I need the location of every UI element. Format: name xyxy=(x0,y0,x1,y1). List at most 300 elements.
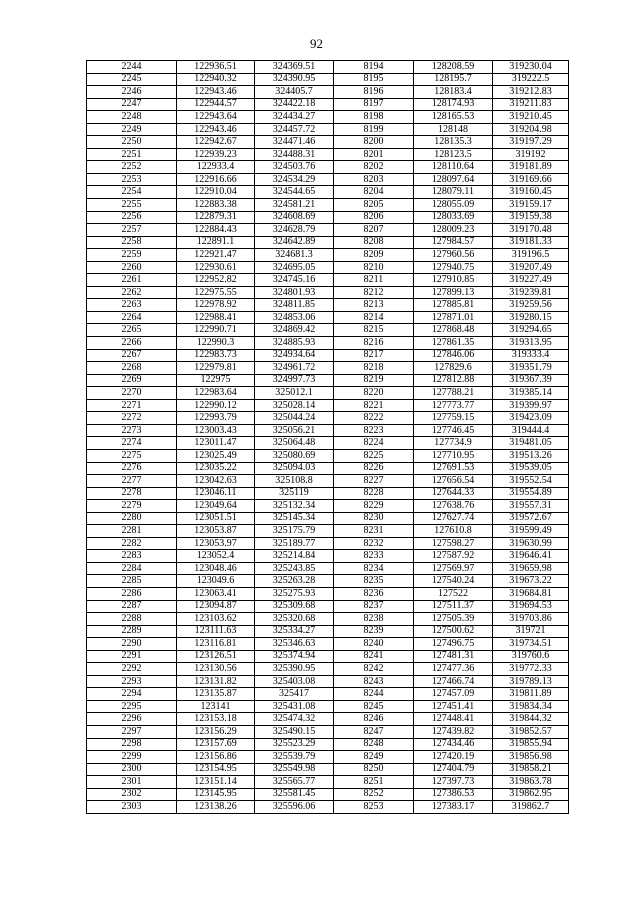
table-cell-y-coordinate-left: 325175.79 xyxy=(255,525,334,538)
table-cell-y-coordinate-right: 319294.65 xyxy=(493,324,569,337)
table-cell-y-coordinate-right: 319222.5 xyxy=(493,73,569,86)
table-cell-point-number-left: 2288 xyxy=(87,613,177,626)
table-cell-x-coordinate-right: 127466.74 xyxy=(414,675,493,688)
table-cell-y-coordinate-left: 325523.29 xyxy=(255,738,334,751)
table-cell-y-coordinate-right: 319207.49 xyxy=(493,261,569,274)
table-cell-point-number-right: 8239 xyxy=(334,625,414,638)
table-cell-y-coordinate-left: 325189.77 xyxy=(255,537,334,550)
table-cell-x-coordinate-left: 122979.81 xyxy=(177,362,255,375)
table-cell-y-coordinate-left: 325320.68 xyxy=(255,613,334,626)
table-cell-x-coordinate-right: 127734.9 xyxy=(414,437,493,450)
table-cell-x-coordinate-left: 122952.82 xyxy=(177,274,255,287)
table-cell-y-coordinate-right: 319811.89 xyxy=(493,688,569,701)
table-cell-y-coordinate-right: 319259.56 xyxy=(493,299,569,312)
table-cell-y-coordinate-left: 325309.68 xyxy=(255,600,334,613)
table-cell-y-coordinate-right: 319646.41 xyxy=(493,550,569,563)
table-cell-x-coordinate-left: 123042.63 xyxy=(177,475,255,488)
table-cell-y-coordinate-right: 319181.33 xyxy=(493,236,569,249)
table-cell-y-coordinate-left: 324997.73 xyxy=(255,374,334,387)
table-cell-point-number-left: 2295 xyxy=(87,700,177,713)
table-row xyxy=(87,286,569,299)
table-row xyxy=(87,324,569,337)
table-cell-y-coordinate-left: 324390.95 xyxy=(255,73,334,86)
table-row xyxy=(87,161,569,174)
table-cell-point-number-right: 8243 xyxy=(334,675,414,688)
table-row xyxy=(87,449,569,462)
table-cell-point-number-left: 2301 xyxy=(87,776,177,789)
table-cell-point-number-right: 8227 xyxy=(334,475,414,488)
table-cell-x-coordinate-left: 122990.12 xyxy=(177,399,255,412)
table-cell-x-coordinate-right: 127587.92 xyxy=(414,550,493,563)
table-cell-y-coordinate-left: 324369.51 xyxy=(255,61,334,74)
table-cell-x-coordinate-right: 127500.62 xyxy=(414,625,493,638)
table-cell-point-number-left: 2262 xyxy=(87,286,177,299)
table-cell-point-number-left: 2254 xyxy=(87,186,177,199)
table-cell-x-coordinate-right: 127569.97 xyxy=(414,562,493,575)
table-row xyxy=(87,700,569,713)
table-cell-point-number-left: 2276 xyxy=(87,462,177,475)
table-cell-y-coordinate-left: 324581.21 xyxy=(255,199,334,212)
table-cell-x-coordinate-left: 122883.38 xyxy=(177,199,255,212)
table-cell-y-coordinate-left: 325094.03 xyxy=(255,462,334,475)
table-cell-y-coordinate-left: 324801.93 xyxy=(255,286,334,299)
table-cell-x-coordinate-left: 122978.92 xyxy=(177,299,255,312)
table-cell-point-number-left: 2249 xyxy=(87,123,177,136)
table-cell-point-number-right: 8252 xyxy=(334,788,414,801)
table-cell-y-coordinate-right: 319280.15 xyxy=(493,311,569,324)
table-row xyxy=(87,199,569,212)
table-cell-y-coordinate-left: 325374.94 xyxy=(255,650,334,663)
table-row xyxy=(87,224,569,237)
table-row xyxy=(87,500,569,513)
table-row xyxy=(87,424,569,437)
table-cell-y-coordinate-right: 319367.39 xyxy=(493,374,569,387)
coordinates-table-body xyxy=(87,61,569,814)
table-cell-x-coordinate-left: 123046.11 xyxy=(177,487,255,500)
table-cell-y-coordinate-right: 319789.13 xyxy=(493,675,569,688)
table-cell-point-number-right: 8233 xyxy=(334,550,414,563)
table-cell-y-coordinate-left: 325012.1 xyxy=(255,387,334,400)
table-cell-point-number-left: 2283 xyxy=(87,550,177,563)
table-row xyxy=(87,211,569,224)
table-cell-point-number-left: 2248 xyxy=(87,111,177,124)
table-cell-y-coordinate-right: 319196.5 xyxy=(493,249,569,262)
table-cell-y-coordinate-right: 319192 xyxy=(493,148,569,161)
table-cell-point-number-left: 2246 xyxy=(87,86,177,99)
table-cell-x-coordinate-left: 123126.51 xyxy=(177,650,255,663)
table-cell-x-coordinate-right: 127477.36 xyxy=(414,663,493,676)
table-cell-point-number-right: 8249 xyxy=(334,751,414,764)
table-cell-point-number-left: 2299 xyxy=(87,751,177,764)
table-cell-x-coordinate-right: 127457.09 xyxy=(414,688,493,701)
table-row xyxy=(87,349,569,362)
table-cell-point-number-left: 2284 xyxy=(87,562,177,575)
table-cell-x-coordinate-right: 128148 xyxy=(414,123,493,136)
table-cell-x-coordinate-right: 127451.41 xyxy=(414,700,493,713)
table-row xyxy=(87,512,569,525)
table-cell-y-coordinate-left: 324422.18 xyxy=(255,98,334,111)
table-cell-point-number-right: 8235 xyxy=(334,575,414,588)
table-cell-point-number-right: 8238 xyxy=(334,613,414,626)
table-cell-point-number-left: 2267 xyxy=(87,349,177,362)
table-cell-x-coordinate-left: 122916.66 xyxy=(177,173,255,186)
table-cell-point-number-left: 2291 xyxy=(87,650,177,663)
table-cell-x-coordinate-left: 123094.87 xyxy=(177,600,255,613)
table-cell-y-coordinate-right: 319673.22 xyxy=(493,575,569,588)
table-cell-y-coordinate-left: 324628.79 xyxy=(255,224,334,237)
table-cell-point-number-right: 8236 xyxy=(334,587,414,600)
table-cell-point-number-left: 2271 xyxy=(87,399,177,412)
table-cell-point-number-right: 8222 xyxy=(334,412,414,425)
table-cell-point-number-right: 8244 xyxy=(334,688,414,701)
table-cell-x-coordinate-left: 122993.79 xyxy=(177,412,255,425)
table-cell-point-number-left: 2297 xyxy=(87,725,177,738)
table-cell-y-coordinate-right: 319721 xyxy=(493,625,569,638)
table-cell-x-coordinate-right: 128135.3 xyxy=(414,136,493,149)
table-cell-y-coordinate-right: 319856.98 xyxy=(493,751,569,764)
table-cell-y-coordinate-left: 325565.77 xyxy=(255,776,334,789)
table-cell-point-number-right: 8240 xyxy=(334,638,414,651)
table-row xyxy=(87,525,569,538)
table-cell-point-number-left: 2260 xyxy=(87,261,177,274)
table-cell-y-coordinate-left: 324471.46 xyxy=(255,136,334,149)
table-cell-point-number-left: 2264 xyxy=(87,311,177,324)
table-cell-y-coordinate-left: 324811.85 xyxy=(255,299,334,312)
table-cell-point-number-right: 8201 xyxy=(334,148,414,161)
table-cell-point-number-left: 2294 xyxy=(87,688,177,701)
table-cell-y-coordinate-right: 319552.54 xyxy=(493,475,569,488)
table-cell-point-number-right: 8198 xyxy=(334,111,414,124)
table-cell-point-number-right: 8225 xyxy=(334,449,414,462)
table-cell-x-coordinate-right: 127773.77 xyxy=(414,399,493,412)
table-cell-x-coordinate-left: 122943.64 xyxy=(177,111,255,124)
table-row xyxy=(87,399,569,412)
table-cell-x-coordinate-right: 127439.82 xyxy=(414,725,493,738)
table-cell-x-coordinate-left: 123141 xyxy=(177,700,255,713)
table-cell-point-number-right: 8251 xyxy=(334,776,414,789)
table-cell-point-number-left: 2302 xyxy=(87,788,177,801)
table-cell-point-number-left: 2296 xyxy=(87,713,177,726)
table-cell-x-coordinate-right: 127638.76 xyxy=(414,500,493,513)
table-row xyxy=(87,688,569,701)
table-cell-point-number-right: 8197 xyxy=(334,98,414,111)
table-row xyxy=(87,738,569,751)
table-cell-x-coordinate-right: 127940.75 xyxy=(414,261,493,274)
table-cell-y-coordinate-right: 319557.31 xyxy=(493,500,569,513)
table-cell-y-coordinate-right: 319694.53 xyxy=(493,600,569,613)
table-cell-x-coordinate-left: 123011.47 xyxy=(177,437,255,450)
table-cell-y-coordinate-left: 324434.27 xyxy=(255,111,334,124)
table-cell-x-coordinate-right: 127691.53 xyxy=(414,462,493,475)
table-cell-y-coordinate-left: 325596.06 xyxy=(255,801,334,814)
table-cell-point-number-right: 8241 xyxy=(334,650,414,663)
table-cell-point-number-left: 2303 xyxy=(87,801,177,814)
table-row xyxy=(87,600,569,613)
table-cell-x-coordinate-right: 127868.48 xyxy=(414,324,493,337)
table-row xyxy=(87,123,569,136)
table-cell-x-coordinate-left: 123052.4 xyxy=(177,550,255,563)
table-cell-y-coordinate-left: 324642.89 xyxy=(255,236,334,249)
table-cell-y-coordinate-left: 324405.7 xyxy=(255,86,334,99)
table-cell-y-coordinate-left: 325243.85 xyxy=(255,562,334,575)
table-cell-point-number-left: 2277 xyxy=(87,475,177,488)
table-cell-x-coordinate-right: 127420.19 xyxy=(414,751,493,764)
table-cell-point-number-left: 2292 xyxy=(87,663,177,676)
table-cell-x-coordinate-right: 127861.35 xyxy=(414,337,493,350)
table-cell-y-coordinate-left: 325431.08 xyxy=(255,700,334,713)
table-cell-x-coordinate-left: 122930.61 xyxy=(177,261,255,274)
table-cell-point-number-right: 8207 xyxy=(334,224,414,237)
table-cell-x-coordinate-left: 123051.51 xyxy=(177,512,255,525)
table-cell-point-number-left: 2253 xyxy=(87,173,177,186)
table-cell-point-number-right: 8205 xyxy=(334,199,414,212)
table-cell-y-coordinate-right: 319197.29 xyxy=(493,136,569,149)
table-cell-y-coordinate-right: 319170.48 xyxy=(493,224,569,237)
table-cell-point-number-right: 8204 xyxy=(334,186,414,199)
table-cell-x-coordinate-left: 123053.87 xyxy=(177,525,255,538)
table-row xyxy=(87,675,569,688)
table-cell-y-coordinate-right: 319181.89 xyxy=(493,161,569,174)
table-cell-y-coordinate-right: 319852.57 xyxy=(493,725,569,738)
table-cell-point-number-right: 8237 xyxy=(334,600,414,613)
table-cell-y-coordinate-right: 319210.45 xyxy=(493,111,569,124)
table-cell-y-coordinate-left: 324885.93 xyxy=(255,337,334,350)
table-cell-x-coordinate-right: 128195.7 xyxy=(414,73,493,86)
table-cell-x-coordinate-right: 128165.53 xyxy=(414,111,493,124)
table-cell-x-coordinate-right: 127610.8 xyxy=(414,525,493,538)
table-cell-x-coordinate-left: 122975.55 xyxy=(177,286,255,299)
table-cell-y-coordinate-right: 319734.51 xyxy=(493,638,569,651)
table-cell-x-coordinate-left: 122983.64 xyxy=(177,387,255,400)
table-cell-x-coordinate-left: 123156.29 xyxy=(177,725,255,738)
table-cell-point-number-left: 2261 xyxy=(87,274,177,287)
table-cell-x-coordinate-left: 123049.6 xyxy=(177,575,255,588)
table-cell-y-coordinate-left: 324745.16 xyxy=(255,274,334,287)
table-cell-x-coordinate-left: 123131.82 xyxy=(177,675,255,688)
table-cell-point-number-left: 2285 xyxy=(87,575,177,588)
table-cell-point-number-right: 8211 xyxy=(334,274,414,287)
table-cell-x-coordinate-right: 127656.54 xyxy=(414,475,493,488)
table-cell-point-number-left: 2281 xyxy=(87,525,177,538)
table-cell-x-coordinate-left: 123063.41 xyxy=(177,587,255,600)
table-cell-y-coordinate-right: 319554.89 xyxy=(493,487,569,500)
table-row xyxy=(87,776,569,789)
table-cell-point-number-right: 8214 xyxy=(334,311,414,324)
table-cell-x-coordinate-left: 123138.26 xyxy=(177,801,255,814)
table-cell-point-number-left: 2257 xyxy=(87,224,177,237)
table-cell-point-number-right: 8199 xyxy=(334,123,414,136)
table-cell-x-coordinate-left: 122990.71 xyxy=(177,324,255,337)
table-cell-point-number-right: 8230 xyxy=(334,512,414,525)
table-cell-x-coordinate-right: 128079.11 xyxy=(414,186,493,199)
table-cell-point-number-left: 2245 xyxy=(87,73,177,86)
table-cell-y-coordinate-right: 319385.14 xyxy=(493,387,569,400)
table-cell-x-coordinate-left: 122943.46 xyxy=(177,123,255,136)
table-cell-x-coordinate-left: 123049.64 xyxy=(177,500,255,513)
table-cell-y-coordinate-right: 319630.99 xyxy=(493,537,569,550)
table-cell-x-coordinate-right: 127644.33 xyxy=(414,487,493,500)
table-cell-y-coordinate-right: 319212.83 xyxy=(493,86,569,99)
table-cell-y-coordinate-right: 319160.45 xyxy=(493,186,569,199)
table-cell-point-number-right: 8245 xyxy=(334,700,414,713)
table-cell-x-coordinate-left: 123116.81 xyxy=(177,638,255,651)
table-cell-x-coordinate-right: 127540.24 xyxy=(414,575,493,588)
table-cell-point-number-right: 8216 xyxy=(334,337,414,350)
table-cell-x-coordinate-left: 122940.32 xyxy=(177,73,255,86)
table-cell-y-coordinate-left: 324853.06 xyxy=(255,311,334,324)
table-cell-x-coordinate-right: 128009.23 xyxy=(414,224,493,237)
table-cell-x-coordinate-right: 127984.57 xyxy=(414,236,493,249)
table-cell-x-coordinate-left: 123025.49 xyxy=(177,449,255,462)
table-cell-y-coordinate-left: 325275.93 xyxy=(255,587,334,600)
table-cell-x-coordinate-left: 122975 xyxy=(177,374,255,387)
table-cell-x-coordinate-left: 122891.1 xyxy=(177,236,255,249)
table-cell-point-number-right: 8196 xyxy=(334,86,414,99)
table-cell-point-number-right: 8194 xyxy=(334,61,414,74)
table-cell-y-coordinate-right: 319211.83 xyxy=(493,98,569,111)
table-cell-x-coordinate-right: 127481.31 xyxy=(414,650,493,663)
table-row xyxy=(87,663,569,676)
table-cell-y-coordinate-left: 325581.45 xyxy=(255,788,334,801)
table-row xyxy=(87,299,569,312)
table-cell-x-coordinate-right: 127522 xyxy=(414,587,493,600)
table-row xyxy=(87,550,569,563)
table-cell-y-coordinate-left: 325390.95 xyxy=(255,663,334,676)
table-cell-x-coordinate-right: 127812.88 xyxy=(414,374,493,387)
table-cell-point-number-right: 8202 xyxy=(334,161,414,174)
table-cell-point-number-left: 2269 xyxy=(87,374,177,387)
table-cell-y-coordinate-left: 325214.84 xyxy=(255,550,334,563)
table-cell-x-coordinate-left: 123153.18 xyxy=(177,713,255,726)
table-cell-x-coordinate-left: 123151.14 xyxy=(177,776,255,789)
table-cell-x-coordinate-left: 123145.95 xyxy=(177,788,255,801)
table-cell-y-coordinate-left: 325490.15 xyxy=(255,725,334,738)
table-cell-point-number-right: 8219 xyxy=(334,374,414,387)
table-cell-x-coordinate-right: 127386.53 xyxy=(414,788,493,801)
table-cell-x-coordinate-left: 122943.46 xyxy=(177,86,255,99)
table-cell-x-coordinate-right: 127511.37 xyxy=(414,600,493,613)
table-cell-y-coordinate-left: 324457.72 xyxy=(255,123,334,136)
table-row xyxy=(87,236,569,249)
table-row xyxy=(87,537,569,550)
table-row xyxy=(87,763,569,776)
table-cell-y-coordinate-right: 319481.05 xyxy=(493,437,569,450)
table-row xyxy=(87,148,569,161)
table-cell-point-number-right: 8247 xyxy=(334,725,414,738)
table-cell-x-coordinate-right: 128033.69 xyxy=(414,211,493,224)
table-row xyxy=(87,86,569,99)
table-cell-point-number-left: 2251 xyxy=(87,148,177,161)
table-row xyxy=(87,788,569,801)
table-cell-y-coordinate-left: 325539.79 xyxy=(255,751,334,764)
table-cell-x-coordinate-left: 123130.56 xyxy=(177,663,255,676)
table-cell-point-number-right: 8229 xyxy=(334,500,414,513)
table-row xyxy=(87,562,569,575)
table-cell-point-number-left: 2252 xyxy=(87,161,177,174)
table-cell-x-coordinate-right: 127885.81 xyxy=(414,299,493,312)
table-cell-point-number-right: 8220 xyxy=(334,387,414,400)
page-number: 92 xyxy=(310,36,323,51)
table-cell-y-coordinate-left: 324608.69 xyxy=(255,211,334,224)
table-cell-y-coordinate-right: 319513.26 xyxy=(493,449,569,462)
table-row xyxy=(87,412,569,425)
table-row xyxy=(87,73,569,86)
table-cell-point-number-right: 8212 xyxy=(334,286,414,299)
table-cell-y-coordinate-left: 325108.8 xyxy=(255,475,334,488)
table-row xyxy=(87,374,569,387)
table-row xyxy=(87,337,569,350)
table-cell-y-coordinate-left: 324534.29 xyxy=(255,173,334,186)
table-cell-x-coordinate-right: 128123.5 xyxy=(414,148,493,161)
table-row xyxy=(87,61,569,74)
table-row xyxy=(87,625,569,638)
table-cell-x-coordinate-left: 123157.69 xyxy=(177,738,255,751)
table-cell-point-number-right: 8234 xyxy=(334,562,414,575)
table-cell-y-coordinate-right: 319863.78 xyxy=(493,776,569,789)
table-cell-y-coordinate-left: 324934.64 xyxy=(255,349,334,362)
table-cell-point-number-right: 8210 xyxy=(334,261,414,274)
table-cell-y-coordinate-right: 319313.95 xyxy=(493,337,569,350)
table-cell-x-coordinate-right: 127496.75 xyxy=(414,638,493,651)
table-cell-point-number-left: 2300 xyxy=(87,763,177,776)
table-row xyxy=(87,173,569,186)
table-row xyxy=(87,801,569,814)
table-cell-point-number-left: 2273 xyxy=(87,424,177,437)
table-cell-point-number-right: 8203 xyxy=(334,173,414,186)
table-cell-y-coordinate-left: 325028.14 xyxy=(255,399,334,412)
table-cell-y-coordinate-left: 325044.24 xyxy=(255,412,334,425)
table-row xyxy=(87,751,569,764)
table-cell-point-number-right: 8231 xyxy=(334,525,414,538)
table-cell-x-coordinate-right: 128055.09 xyxy=(414,199,493,212)
table-cell-y-coordinate-right: 319862.95 xyxy=(493,788,569,801)
table-cell-x-coordinate-left: 123111.63 xyxy=(177,625,255,638)
table-cell-y-coordinate-left: 324961.72 xyxy=(255,362,334,375)
table-cell-x-coordinate-left: 122884.43 xyxy=(177,224,255,237)
table-cell-y-coordinate-right: 319659.98 xyxy=(493,562,569,575)
table-cell-y-coordinate-left: 325403.08 xyxy=(255,675,334,688)
table-cell-x-coordinate-left: 123053.97 xyxy=(177,537,255,550)
table-cell-point-number-left: 2279 xyxy=(87,500,177,513)
table-cell-y-coordinate-left: 325346.63 xyxy=(255,638,334,651)
table-cell-point-number-left: 2278 xyxy=(87,487,177,500)
table-cell-point-number-right: 8246 xyxy=(334,713,414,726)
table-cell-point-number-right: 8209 xyxy=(334,249,414,262)
table-cell-point-number-left: 2256 xyxy=(87,211,177,224)
table-cell-x-coordinate-left: 122933.4 xyxy=(177,161,255,174)
table-cell-y-coordinate-right: 319169.66 xyxy=(493,173,569,186)
table-cell-point-number-right: 8218 xyxy=(334,362,414,375)
table-cell-x-coordinate-right: 128110.64 xyxy=(414,161,493,174)
table-cell-y-coordinate-right: 319844.32 xyxy=(493,713,569,726)
table-cell-x-coordinate-left: 122988.41 xyxy=(177,311,255,324)
table-cell-point-number-right: 8226 xyxy=(334,462,414,475)
table-row xyxy=(87,111,569,124)
table-cell-x-coordinate-left: 123154.95 xyxy=(177,763,255,776)
table-cell-x-coordinate-right: 127397.73 xyxy=(414,776,493,789)
table-cell-y-coordinate-left: 324544.65 xyxy=(255,186,334,199)
table-cell-y-coordinate-left: 324488.31 xyxy=(255,148,334,161)
table-cell-x-coordinate-right: 128183.4 xyxy=(414,86,493,99)
table-cell-y-coordinate-right: 319159.17 xyxy=(493,199,569,212)
table-cell-x-coordinate-right: 127404.79 xyxy=(414,763,493,776)
table-cell-point-number-left: 2287 xyxy=(87,600,177,613)
table-cell-point-number-right: 8213 xyxy=(334,299,414,312)
table-row xyxy=(87,311,569,324)
table-cell-point-number-right: 8242 xyxy=(334,663,414,676)
table-cell-y-coordinate-left: 324503.76 xyxy=(255,161,334,174)
table-cell-x-coordinate-left: 122983.73 xyxy=(177,349,255,362)
